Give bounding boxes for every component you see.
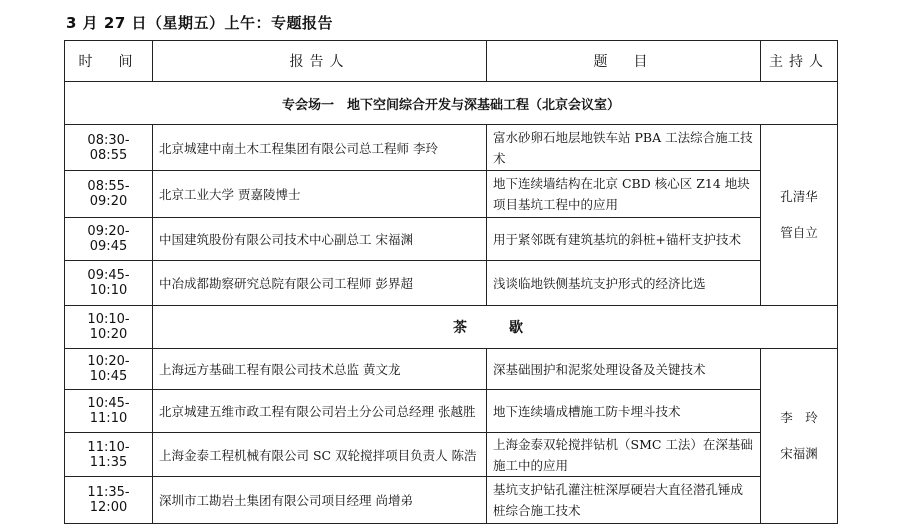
time-cell: 09:45-10:10 (65, 261, 153, 306)
time-cell: 10:10-10:20 (65, 306, 153, 349)
tea-break-label: 茶 歇 (153, 306, 838, 349)
table-row (65, 349, 838, 390)
time-cell: 08:30-08:55 (65, 125, 153, 171)
table-row (65, 477, 838, 524)
host-name: 孔清华 (780, 189, 818, 204)
speaker-cell: 上海远方基础工程有限公司技术总监 黄文龙 (153, 349, 487, 390)
time-cell: 09:20-09:45 (65, 218, 153, 261)
speaker-cell: 深圳市工勘岩土集团有限公司项目经理 尚增弟 (153, 477, 487, 524)
topic-cell: 富水砂卵石地层地铁车站 PBA 工法综合施工技术 (487, 125, 761, 171)
time-cell: 08:55-09:20 (65, 171, 153, 218)
table-row (65, 125, 838, 171)
topic-cell: 深基础围护和泥浆处理设备及关键技术 (487, 349, 761, 390)
speaker-cell: 中国建筑股份有限公司技术中心副总工 宋福渊 (153, 218, 487, 261)
host-name: 宋福渊 (780, 446, 818, 461)
table-row (65, 218, 838, 261)
topic-cell: 浅谈临地铁侧基坑支护形式的经济比选 (487, 261, 761, 306)
page-heading: 3 月 27 日（星期五）上午：专题报告 (66, 14, 333, 32)
table-row (65, 433, 838, 477)
column-header-topic: 题 目 (487, 41, 761, 82)
host-cell-group1 (761, 125, 838, 306)
topic-cell: 上海金泰双轮搅拌钻机（SMC 工法）在深基础施工中的应用 (487, 433, 761, 477)
table-row (65, 171, 838, 218)
topic-cell: 地下连续墙结构在北京 CBD 核心区 Z14 地块项目基坑工程中的应用 (487, 171, 761, 218)
header-row (65, 41, 838, 82)
speaker-cell: 北京城建五维市政工程有限公司岩土分公司总经理 张越胜 (153, 390, 487, 433)
speaker-cell: 北京工业大学 贾嘉陵博士 (153, 171, 487, 218)
table-row (65, 390, 838, 433)
time-cell: 10:20-10:45 (65, 349, 153, 390)
tea-break-row (65, 306, 838, 349)
topic-cell: 基坑支护钻孔灌注桩深厚硬岩大直径潜孔锤成桩综合施工技术 (487, 477, 761, 524)
host-name: 李 玲 (780, 410, 818, 425)
speaker-cell: 中冶成都勘察研究总院有限公司工程师 彭界超 (153, 261, 487, 306)
time-cell: 11:10-11:35 (65, 433, 153, 477)
schedule-table (64, 40, 838, 524)
host-name: 管自立 (780, 225, 818, 240)
column-header-speaker: 报告人 (153, 41, 487, 82)
topic-cell: 地下连续墙成槽施工防卡埋斗技术 (487, 390, 761, 433)
time-cell: 11:35-12:00 (65, 477, 153, 524)
session-title: 专会场一 地下空间综合开发与深基础工程（北京会议室） (65, 82, 838, 125)
session-row (65, 82, 838, 125)
column-header-host: 主持人 (761, 41, 838, 82)
time-cell: 10:45-11:10 (65, 390, 153, 433)
table-row (65, 261, 838, 306)
host-cell-group2 (761, 349, 838, 524)
speaker-cell: 北京城建中南土木工程集团有限公司总工程师 李玲 (153, 125, 487, 171)
column-header-time: 时 间 (65, 41, 153, 82)
topic-cell: 用于紧邻既有建筑基坑的斜桩+锚杆支护技术 (487, 218, 761, 261)
speaker-cell: 上海金泰工程机械有限公司 SC 双轮搅拌项目负责人 陈浩 (153, 433, 487, 477)
